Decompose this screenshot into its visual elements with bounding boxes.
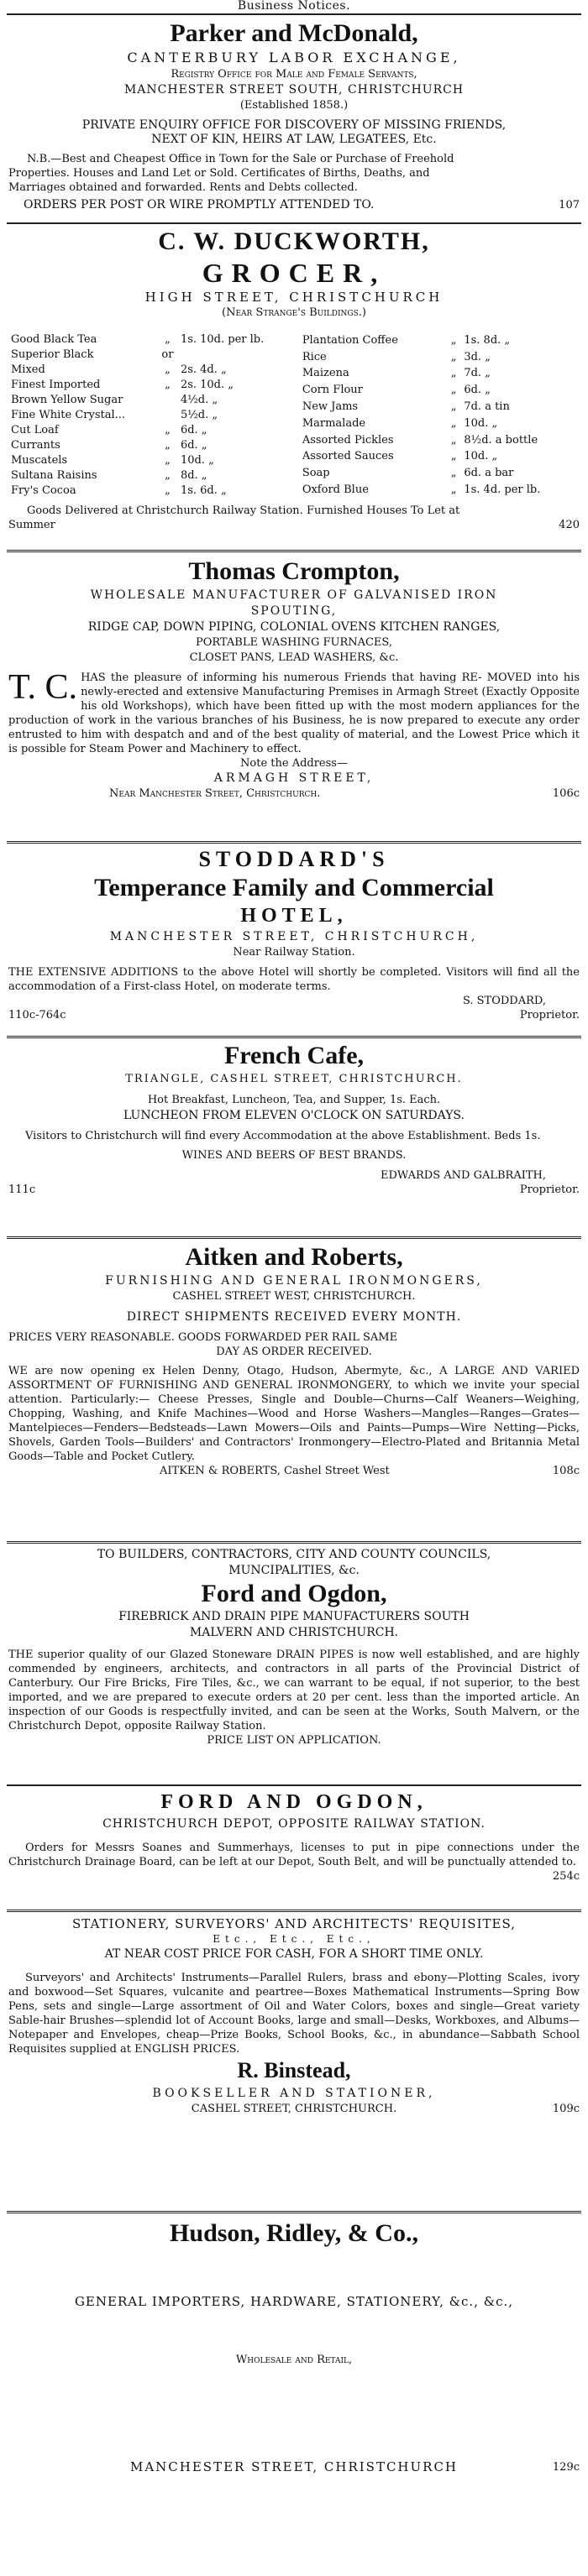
price-row [300,332,580,349]
price-ditto: „ [450,350,457,363]
ad-body: THE EXTENSIVE ADDITIONS to the above Hotel will shortly be completed. Visitors will find all the accommodation of a First-class Hotel, on moderate terms. [8,966,580,993]
price-item: Maizena [302,367,349,380]
ad-line: MANCHESTER STREET SOUTH, CHRISTCHURCH [123,83,465,97]
ad-near: (Near Strange's Buildings.) [222,306,366,319]
ad-thomas-crompton [8,556,580,841]
ad-text: Goods Delivered at Christchurch Railway Station. Furnished Houses To Let at [27,504,460,517]
price-price: 5½d. „ [180,409,218,421]
ad-reference: 111c [8,1183,36,1196]
ad-signature: AITKEN & ROBERTS, Cashel Street West [160,1465,390,1477]
price-item: Fine White Crystal... [11,409,126,421]
price-ditto: „ [165,469,171,482]
drop-cap: T. C. [8,668,78,707]
ad-line: Hot Breakfast, Luncheon, Tea, and Supper, 1s. Each. [147,1094,441,1106]
ad-title: STATIONERY, SURVEYORS' AND ARCHITECTS' REQUISITES, [72,1916,516,1931]
ad-line: PRICE LIST ON APPLICATION. [207,1734,381,1747]
price-ditto [157,393,178,408]
price-row [8,468,288,483]
ad-title: FORD AND OGDON, [160,1791,428,1813]
ad-address: MANCHESTER STREET, CHRISTCHURCH [129,2459,459,2474]
price-row [8,483,288,499]
price-row [300,382,580,399]
ad-reference: 108c [552,1465,580,1477]
ad-subtitle: CANTERBURY LABOR EXCHANGE, [127,50,461,65]
rule [7,1541,581,1544]
ad-reference: 109c [552,2103,580,2115]
price-row [8,453,288,468]
price-ditto: „ [165,454,171,467]
ad-reference: 254c [552,1870,580,1883]
price-item: Currants [11,439,60,452]
ad-established: (Established 1858.) [239,99,349,112]
ad-reference: 107 [559,199,580,212]
ad-reference: 106c [552,787,580,800]
ad-title: Temperance Family and Commercial [94,874,494,901]
price-price: 3d. „ [464,350,491,363]
ad-orders: ORDERS PER POST OR WIRE PROMPTLY ATTENDED TO. [24,198,375,212]
rule [7,550,581,552]
price-ditto: „ [450,367,457,380]
ad-title: French Cafe, [223,1042,365,1069]
price-item: Assorted Pickles [302,433,394,447]
ad-ford-ogdon-depot [8,1789,580,1908]
price-row [300,432,580,449]
price-price: 4½d. „ [180,394,218,406]
price-ditto: „ [450,483,457,497]
ad-line: DIRECT SHIPMENTS RECEIVED EVERY MONTH. [126,1310,462,1324]
price-ditto: „ [450,400,457,414]
ad-body: THE superior quality of our Glazed Stoneware DRAIN PIPES is now well established, and are highly commended by engineers, architects, and contractors in all parts of the Provincial District of Canterbury. Our Fire Bricks, Fire Tiles, &c., we can warrant to be equal, if not superior, to the best imported, and we are prepared to execute orders at 20 per cent. less than the imported article. An inspection of our Goods is respectfully invited, and can be seen at the Works, South Malvern, or the Christchurch Depot, opposite Railway Station. [8,1649,580,1732]
price-ditto: „ [165,363,171,376]
price-price: 7d. „ [464,367,491,380]
price-item: Sultana Raisins [11,469,97,482]
price-item: Superior Black [11,348,94,361]
ad-line: PORTABLE WASHING FURNACES, [195,636,393,649]
price-item: Plantation Coffee [302,333,398,347]
ad-title: Thomas Crompton, [188,557,400,585]
price-ditto: „ [450,384,457,397]
ad-aitken-roberts [8,1242,580,1539]
ad-line: FURNISHING AND GENERAL IRONMONGERS, [105,1274,483,1288]
price-price: 2s. 4d. „ [180,363,227,376]
ad-title: Ford and Ogdon, [201,1580,387,1607]
ad-near: Near Manchester Street, Christchurch. [109,787,321,800]
ad-note: Note the Address— [240,757,348,770]
ad-line: WHOLESALE MANUFACTURER OF GALVANISED IRON [90,588,498,602]
ad-title: C. W. DUCKWORTH, [158,227,430,255]
ad-parker-mcdonald [8,18,580,218]
ad-line: DAY AS ORDER RECEIVED. [216,1345,372,1358]
price-price: 6d. a bar [464,467,514,480]
ad-address: MANCHESTER STREET, CHRISTCHURCH, [109,930,479,943]
ad-body: WE are now opening ex Helen Denny, Otago, Hudson, Abermyte, &c., A LARGE AND VARIED ASSORTMENT OF FURNISHING AND GENERAL IRONMONGERY, to which we invite your special attention. Particularly:— Cheese Presses, Single and Double—Churns—Calf Weaners—Weighing, Chopping, Washing, and Knife Machines—Wood and Horse Washers—Mangles—Ranges—Grates—Mantelpieces—Fenders—Bedsteads—Lawn Mowers—Oils and Paints—Pumps—Wire Netting—Picks, Shovels, Garden Tools—Builders' and Contractors' Ironmongery—Electro-Plated and Britannia Metal Goods—Table and Pocket Cutlery. [8,1365,580,1463]
ad-body: HAS the pleasure of informing his numerous Friends that having RE- MOVED into his newly-erected and extensive Manufacturing Premises in Armagh Street (Exactly Opposite his old Workshops), which have been fitted up with the most modern appliances for the production of work in the various branches of his Business, he is now prepared to execute any order entrusted to him with despatch and and of the best quality of material, and the Lowest Price which it is possible for Steam Power and Machinery to effect. [8,671,580,755]
price-row [300,482,580,499]
price-ditto: „ [165,484,171,497]
price-price: 10d. „ [464,450,498,463]
ad-title: Hudson, Ridley, & Co., [170,2219,418,2247]
rule [7,2211,581,2213]
price-ditto: „ [450,416,457,430]
ad-line: MUNCIPALITIES, &c. [228,1564,360,1577]
ad-role: Proprietor. [519,1183,580,1196]
price-row [8,378,288,393]
ad-line: AT NEAR COST PRICE FOR CASH, FOR A SHORT TIME ONLY. [104,1947,484,1961]
ad-stationery-binstead [8,1915,580,2217]
price-item: Cut Loaf [11,424,59,436]
rule [7,1784,581,1786]
rule [7,13,581,15]
price-item: Oxford Blue [302,483,369,497]
ad-text: Properties. Houses and Land Let or Sold. Certificates of Births, Deaths, and [8,167,430,180]
ad-signature: EDWARDS AND GALBRAITH, [381,1169,546,1182]
price-item: Muscatels [11,454,68,467]
ad-line: FIREBRICK AND DRAIN PIPE MANUFACTURERS SOUTH [118,1610,470,1623]
ad-address: HIGH STREET, CHRISTCHURCH [144,290,444,305]
ad-reference: 129c [552,2461,580,2474]
price-price: 10d. „ [180,454,214,467]
rule [7,1236,581,1239]
price-price: 2s. 10d. „ [180,379,234,391]
ad-body: Orders for Messrs Soanes and Summerhays, licenses to put in pipe connections under the Christchurch Drainage Board, can be left at our Depot, South Belt, and will be punctually attended to. [8,1842,580,1868]
price-row [300,449,580,466]
price-list-right [300,332,580,499]
price-price: 1s. 10d. per lb. [180,333,265,346]
ad-line: CHRISTCHURCH DEPOT, OPPOSITE RAILWAY STATION. [102,1817,486,1831]
price-ditto: „ [165,379,171,391]
price-price [178,347,288,363]
ad-reference: 110c-764c [8,1009,66,1022]
ad-ford-ogdon [8,1547,580,1784]
price-price: 7d. a tin [464,400,510,414]
price-item: Marmalade [302,416,366,430]
price-ditto: „ [165,424,171,436]
price-row [8,393,288,408]
price-row [300,399,580,415]
ad-line: PRIVATE ENQUIRY OFFICE FOR DISCOVERY OF MISSING FRIENDS, [81,118,507,132]
ad-line: CLOSET PANS, LEAD WASHERS, &c. [189,651,399,664]
price-ditto: „ [165,439,171,452]
price-row [300,415,580,432]
price-ditto [157,408,178,423]
price-ditto: „ [450,433,457,447]
ad-street: ARMAGH STREET, [213,771,375,785]
price-row [300,366,580,383]
rule [7,1910,581,1912]
ad-title: Aitken and Roberts, [185,1243,403,1271]
price-ditto: or [161,348,174,361]
ad-line: CASHEL STREET WEST, CHRISTCHURCH. [172,1290,416,1303]
price-ditto: „ [450,467,457,480]
ad-line: Etc., Etc., Etc., [213,1933,375,1945]
ad-body: Visitors to Christchurch will find every Accommodation at the above Establishment. Beds 1s. [25,1130,541,1142]
price-ditto: „ [450,450,457,463]
price-item: Assorted Sauces [302,450,394,463]
price-row [8,347,288,363]
price-item: Fry's Cocoa [11,484,76,497]
ad-text: Summer [8,519,55,531]
ad-line: LUNCHEON FROM ELEVEN O'CLOCK ON SATURDAYS. [123,1109,465,1122]
price-item: Soap [302,467,330,480]
ad-line: MALVERN AND CHRISTCHURCH. [189,1626,399,1639]
price-item: Finest Imported [11,379,101,391]
ad-line: WINES AND BEERS OF BEST BRANDS. [181,1149,407,1162]
ad-line: GENERAL IMPORTERS, HARDWARE, STATIONERY, &c., &c., [74,2294,514,2309]
price-price: 1s. 8d. „ [464,333,511,347]
running-head: Business Notices. [237,0,351,13]
price-row [300,465,580,482]
price-item: Brown Yellow Sugar [11,394,123,406]
price-row [8,423,288,438]
price-item: New Jams [302,400,359,414]
price-row [300,349,580,366]
price-item: Mixed [11,363,45,376]
ad-text: N.B.—Best and Cheapest Office in Town for the Sale or Purchase of Freehold [27,153,454,165]
price-ditto: „ [450,333,457,347]
price-row [8,408,288,423]
ad-stoddards-hotel [8,846,580,1034]
ad-address: CASHEL STREET, CHRISTCHURCH. [191,2103,397,2115]
ad-line: Wholesale and Retail, [235,2354,353,2366]
ad-role: Proprietor. [519,1009,580,1022]
rule [7,1036,581,1038]
price-price: 8½d. a bottle [464,433,538,447]
ad-body: Surveyors' and Architects' Instruments—Parallel Rulers, brass and ebony—Plotting Scales, ivory and boxwood—Set Squares, vulcanite and peartree—Boxes Mathematical Instruments—Spring Bow Pens, sets and single—Large assortment of Oil and Water Colors, boxes and single—Great variety Sable-hair Brushes—splendid lot of Account Books, large and small—Desks, Workboxes, and Albums—Notepaper and Envelopes, cheap—Prize Books, School Books, &c., in abundance—Sabbath School Requisites supplied at ENGLISH PRICES. [8,1972,580,2056]
rule [7,841,581,844]
ad-near: Near Railway Station. [233,946,355,959]
ad-line: PRICES VERY REASONABLE. GOODS FORWARDED PER RAIL SAME [8,1331,398,1344]
price-row [8,332,288,347]
price-row [8,438,288,453]
ad-title: STODDARD'S [198,847,390,871]
price-price: 1s. 4d. per lb. [464,483,541,497]
price-row [8,363,288,378]
price-price: 8d. „ [180,469,207,482]
rule [7,222,581,224]
ad-line: NEXT OF KIN, HEIRS AT LAW, LEGATEES, Etc. [151,133,437,146]
price-price: 6d. „ [180,424,207,436]
price-price: 6d. „ [464,384,491,397]
price-price: 1s. 6d. „ [180,484,227,497]
ad-trade: GROCER, [202,258,386,288]
ad-title: HOTEL, [240,905,348,927]
ad-hudson-ridley [8,2217,580,2569]
ad-line: BOOKSELLER AND STATIONER, [152,2087,436,2100]
ad-line: RIDGE CAP, DOWN PIPING, COLONIAL OVENS KITCHEN RANGES, [87,620,501,634]
price-price: 10d. „ [464,416,498,430]
price-item: Good Black Tea [11,333,97,346]
price-list-left [8,332,288,499]
ad-duckworth [8,227,580,547]
ad-address: TRIANGLE, CASHEL STREET, CHRISTCHURCH. [125,1073,463,1085]
price-item: Rice [302,350,327,363]
ad-french-cafe [8,1041,580,1236]
ad-line: SPOUTING, [250,604,338,618]
ad-signature: S. STODDARD, [462,995,546,1007]
ad-title: Parker and McDonald, [170,19,418,47]
price-item: Corn Flour [302,384,363,397]
price-price: 6d. „ [180,439,207,452]
ad-text: Marriages obtained and forwarded. Rents and Debts collected. [8,181,358,194]
ad-line: Registry Office for Male and Female Servants, [171,68,417,81]
ad-firm: R. Binstead, [237,2058,351,2082]
ad-reference: 420 [559,519,580,531]
price-ditto: „ [165,333,171,346]
ad-line: TO BUILDERS, CONTRACTORS, CITY AND COUNTY COUNCILS, [97,1548,491,1561]
